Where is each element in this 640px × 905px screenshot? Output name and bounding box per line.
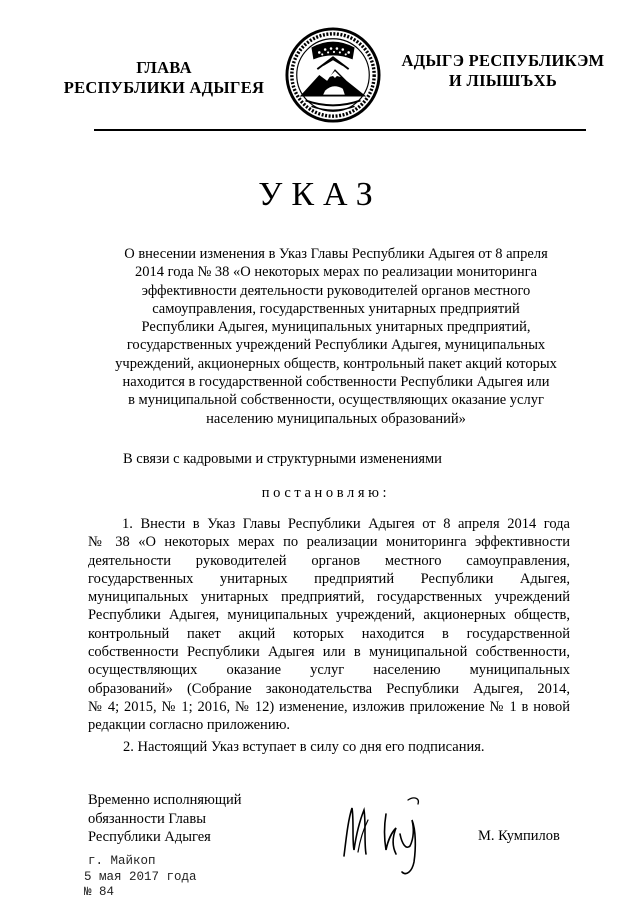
paragraph-line: государственных унитарных предприятий Республики Адыгея, xyxy=(88,570,570,587)
signer-name: М. Кумпилов xyxy=(478,828,560,844)
paragraph-line: собственности Республики Адыгея или в муниципальной собственности, xyxy=(88,644,570,661)
paragraph-line: образований» (Собрание законодательства Республики Адыгея, 2014, xyxy=(88,680,570,697)
paragraph-line: 1. Внести в Указ Главы Республики Адыгея от 8 апреля 2014 года xyxy=(122,516,570,532)
document-subject xyxy=(92,245,580,428)
paragraph-line: осуществляющих оказание услуг населению муниципальных xyxy=(88,662,570,679)
decree-word: постановляю: xyxy=(261,485,391,501)
paragraph-line: деятельности руководителей органов местного самоуправления, xyxy=(88,552,570,569)
subject-line: учреждений, акционерных обществ, контрольный пакет акций которых xyxy=(115,355,557,372)
preamble: В связи с кадровыми и структурными изменениями xyxy=(123,451,442,467)
header-left-line1: ГЛАВА xyxy=(136,58,192,77)
paragraph-line: контрольный пакет акций которых находится в государственной xyxy=(88,625,570,642)
paragraph-line: Республики Адыгея, муниципальных учреждений, акционерных обществ, xyxy=(88,607,570,624)
header-right-title xyxy=(392,51,614,91)
paragraph-line: муниципальных унитарных предприятий, государственных учреждений xyxy=(88,589,570,606)
stamp-number: № 84 xyxy=(84,885,115,899)
paragraph-line: № 4; 2015, № 1; 2016, № 12) изменение, изложив приложение № 1 в новой xyxy=(88,698,570,715)
paragraph-1 xyxy=(88,515,570,735)
stamp-date: 5 мая 2017 года xyxy=(84,869,197,884)
registration-stamp xyxy=(84,854,197,901)
subject-line: эффективности деятельности руководителей органов местного xyxy=(141,282,531,299)
header-left-title xyxy=(58,58,270,98)
stamp-city: г. Майкоп xyxy=(88,854,156,868)
header-divider xyxy=(94,129,586,131)
header-right-line1: АДЫГЭ РЕСПУБЛИКЭМ xyxy=(401,51,605,70)
subject-line: в муниципальной собственности, осуществляющих оказание услуг xyxy=(128,392,544,409)
subject-line: самоуправления, государственных унитарных предприятий xyxy=(152,300,520,317)
position-line: Временно исполняющий xyxy=(88,792,242,808)
subject-line: О внесении изменения в Указ Главы Республики Адыгея от 8 апреля xyxy=(124,246,548,262)
handwritten-signature xyxy=(330,780,450,880)
header-right-line2: И ЛІЫШЪХЬ xyxy=(448,71,558,90)
subject-line: Республики Адыгея, муниципальных унитарных предприятий, xyxy=(141,319,531,336)
paragraph-line: № 38 «О некоторых мерах по реализации мониторинга эффективности xyxy=(88,534,570,551)
subject-line: находится в государственной собственности Республики Адыгея или xyxy=(122,374,550,391)
paragraph-line: редакции согласно приложению. xyxy=(88,717,291,734)
subject-line: населению муниципальных образований» xyxy=(206,410,466,427)
signatory-position xyxy=(88,791,242,847)
subject-line: 2014 года № 38 «О некоторых мерах по реализации мониторинга xyxy=(134,264,538,281)
position-line: обязанности Главы xyxy=(88,810,206,827)
header-left-line2: РЕСПУБЛИКИ АДЫГЕЯ xyxy=(63,78,265,97)
paragraph-2: 2. Настоящий Указ вступает в силу со дня его подписания. xyxy=(123,739,485,755)
document-title: УКАЗ xyxy=(258,176,382,213)
position-line: Республики Адыгея xyxy=(88,829,211,846)
republic-of-adygea-coat-of-arms-icon xyxy=(284,26,382,124)
subject-line: государственных учреждений Республики Адыгея, муниципальных xyxy=(126,337,546,354)
